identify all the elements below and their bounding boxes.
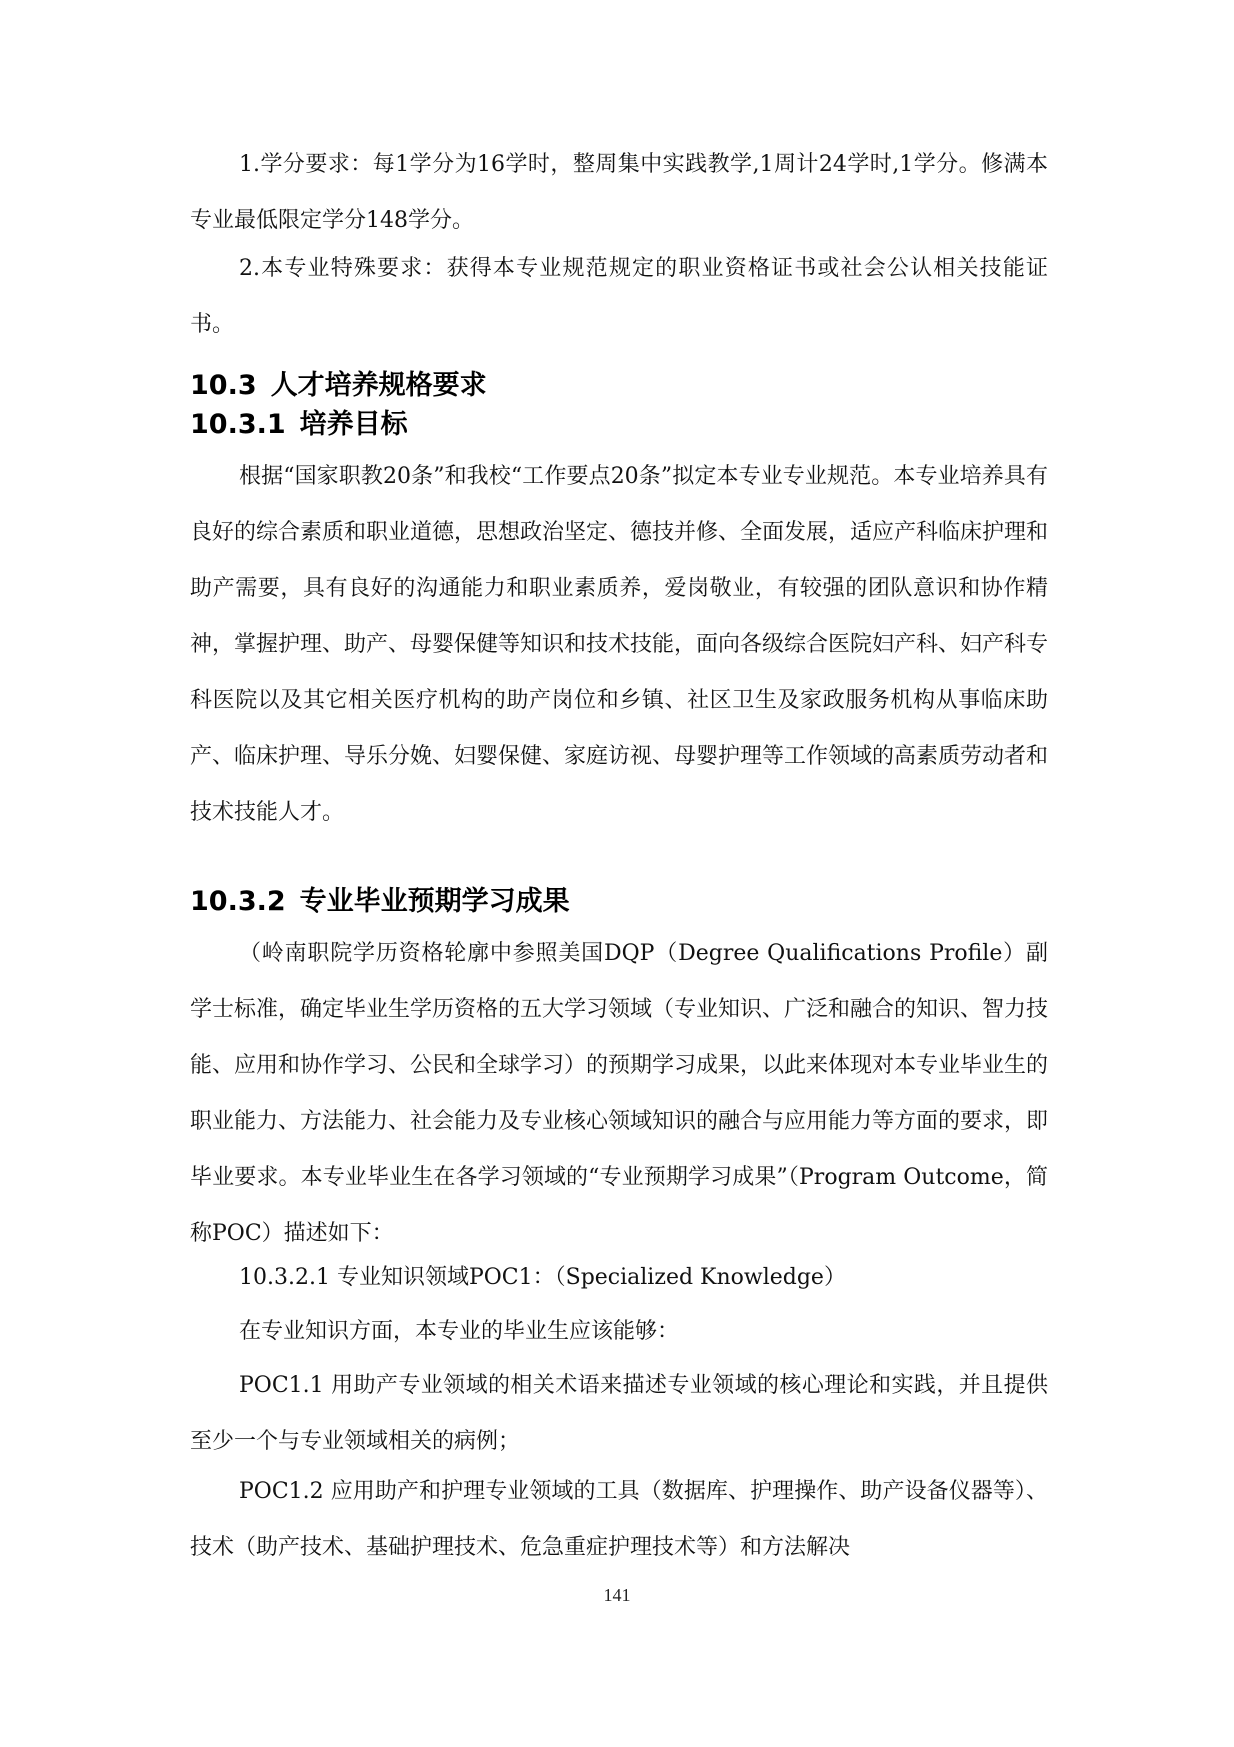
heading-10-3 — [190, 366, 487, 406]
heading-number: 10.3 — [190, 370, 257, 401]
page-number: 141 — [603, 1585, 631, 1605]
heading-number: 10.3.2 — [190, 886, 286, 917]
credit-requirement-paragraph: 1.学分要求：每1学分为16学时，整周集中实践教学,1周计24学时,1学分。修满本专业最低限定学分148学分。 — [190, 152, 1048, 233]
poc1-1-paragraph: POC1.1 用助产专业领域的相关术语来描述专业领域的核心理论和实践，并且提供至少一个与专业领域相关的病例； — [190, 1373, 1048, 1454]
heading-10-3-2 — [190, 882, 570, 922]
poc-intro-paragraph: （岭南职院学历资格轮廓中参照美国DQP（Degree Qualifications Profile）副学士标准，确定毕业生学历资格的五大学习领域（专业知识、广泛和融合的知识、智力技能、应用和协作学习、公民和全球学习）的预期学习成果，以此来体现对本专业毕业生的职业能力、方法能力、社会能力及专业核心领域知识的融合与应用能力等方面的要求，即毕业要求。本专业毕业生在各学习领域的“专业预期学习成果”（Program Outcome，简称POC）描述如下： — [190, 941, 1049, 1246]
heading-text: 培养目标 — [299, 409, 408, 440]
training-goal-paragraph: 根据“国家职教20条”和我校“工作要点20条”拟定本专业专业规范。本专业培养具有良好的综合素质和职业道德，思想政治坚定、德技并修、全面发展，适应产科临床护理和助产需要，具有良好的沟通能力和职业素质养，爱岗敬业，有较强的团队意识和协作精神，掌握护理、助产、母婴保健等知识和技术技能，面向各级综合医院妇产科、妇产科专科医院以及其它相关医疗机构的助产岗位和乡镇、社区卫生及家政服务机构从事临床助产、临床护理、导乐分娩、妇婴保健、家庭访视、母婴护理等工作领域的高素质劳动者和技术技能人才。 — [190, 464, 1049, 825]
heading-text: 专业毕业预期学习成果 — [299, 886, 570, 917]
heading-text: 人才培养规格要求 — [270, 370, 487, 401]
poc1-lead: 在专业知识方面，本专业的毕业生应该能够： — [239, 1319, 680, 1344]
poc1-title: 10.3.2.1 专业知识领域POC1：（Specialized Knowledge） — [239, 1265, 846, 1290]
poc1-2-paragraph: POC1.2 应用助产和护理专业领域的工具（数据库、护理操作、助产设备仪器等）、技术（助产技术、基础护理技术、危急重症护理技术等）和方法解决 — [190, 1479, 1048, 1560]
heading-10-3-1 — [190, 405, 408, 445]
heading-number: 10.3.1 — [190, 409, 286, 440]
special-requirement-paragraph: 2.本专业特殊要求：获得本专业规范规定的职业资格证书或社会公认相关技能证书。 — [190, 256, 1048, 337]
